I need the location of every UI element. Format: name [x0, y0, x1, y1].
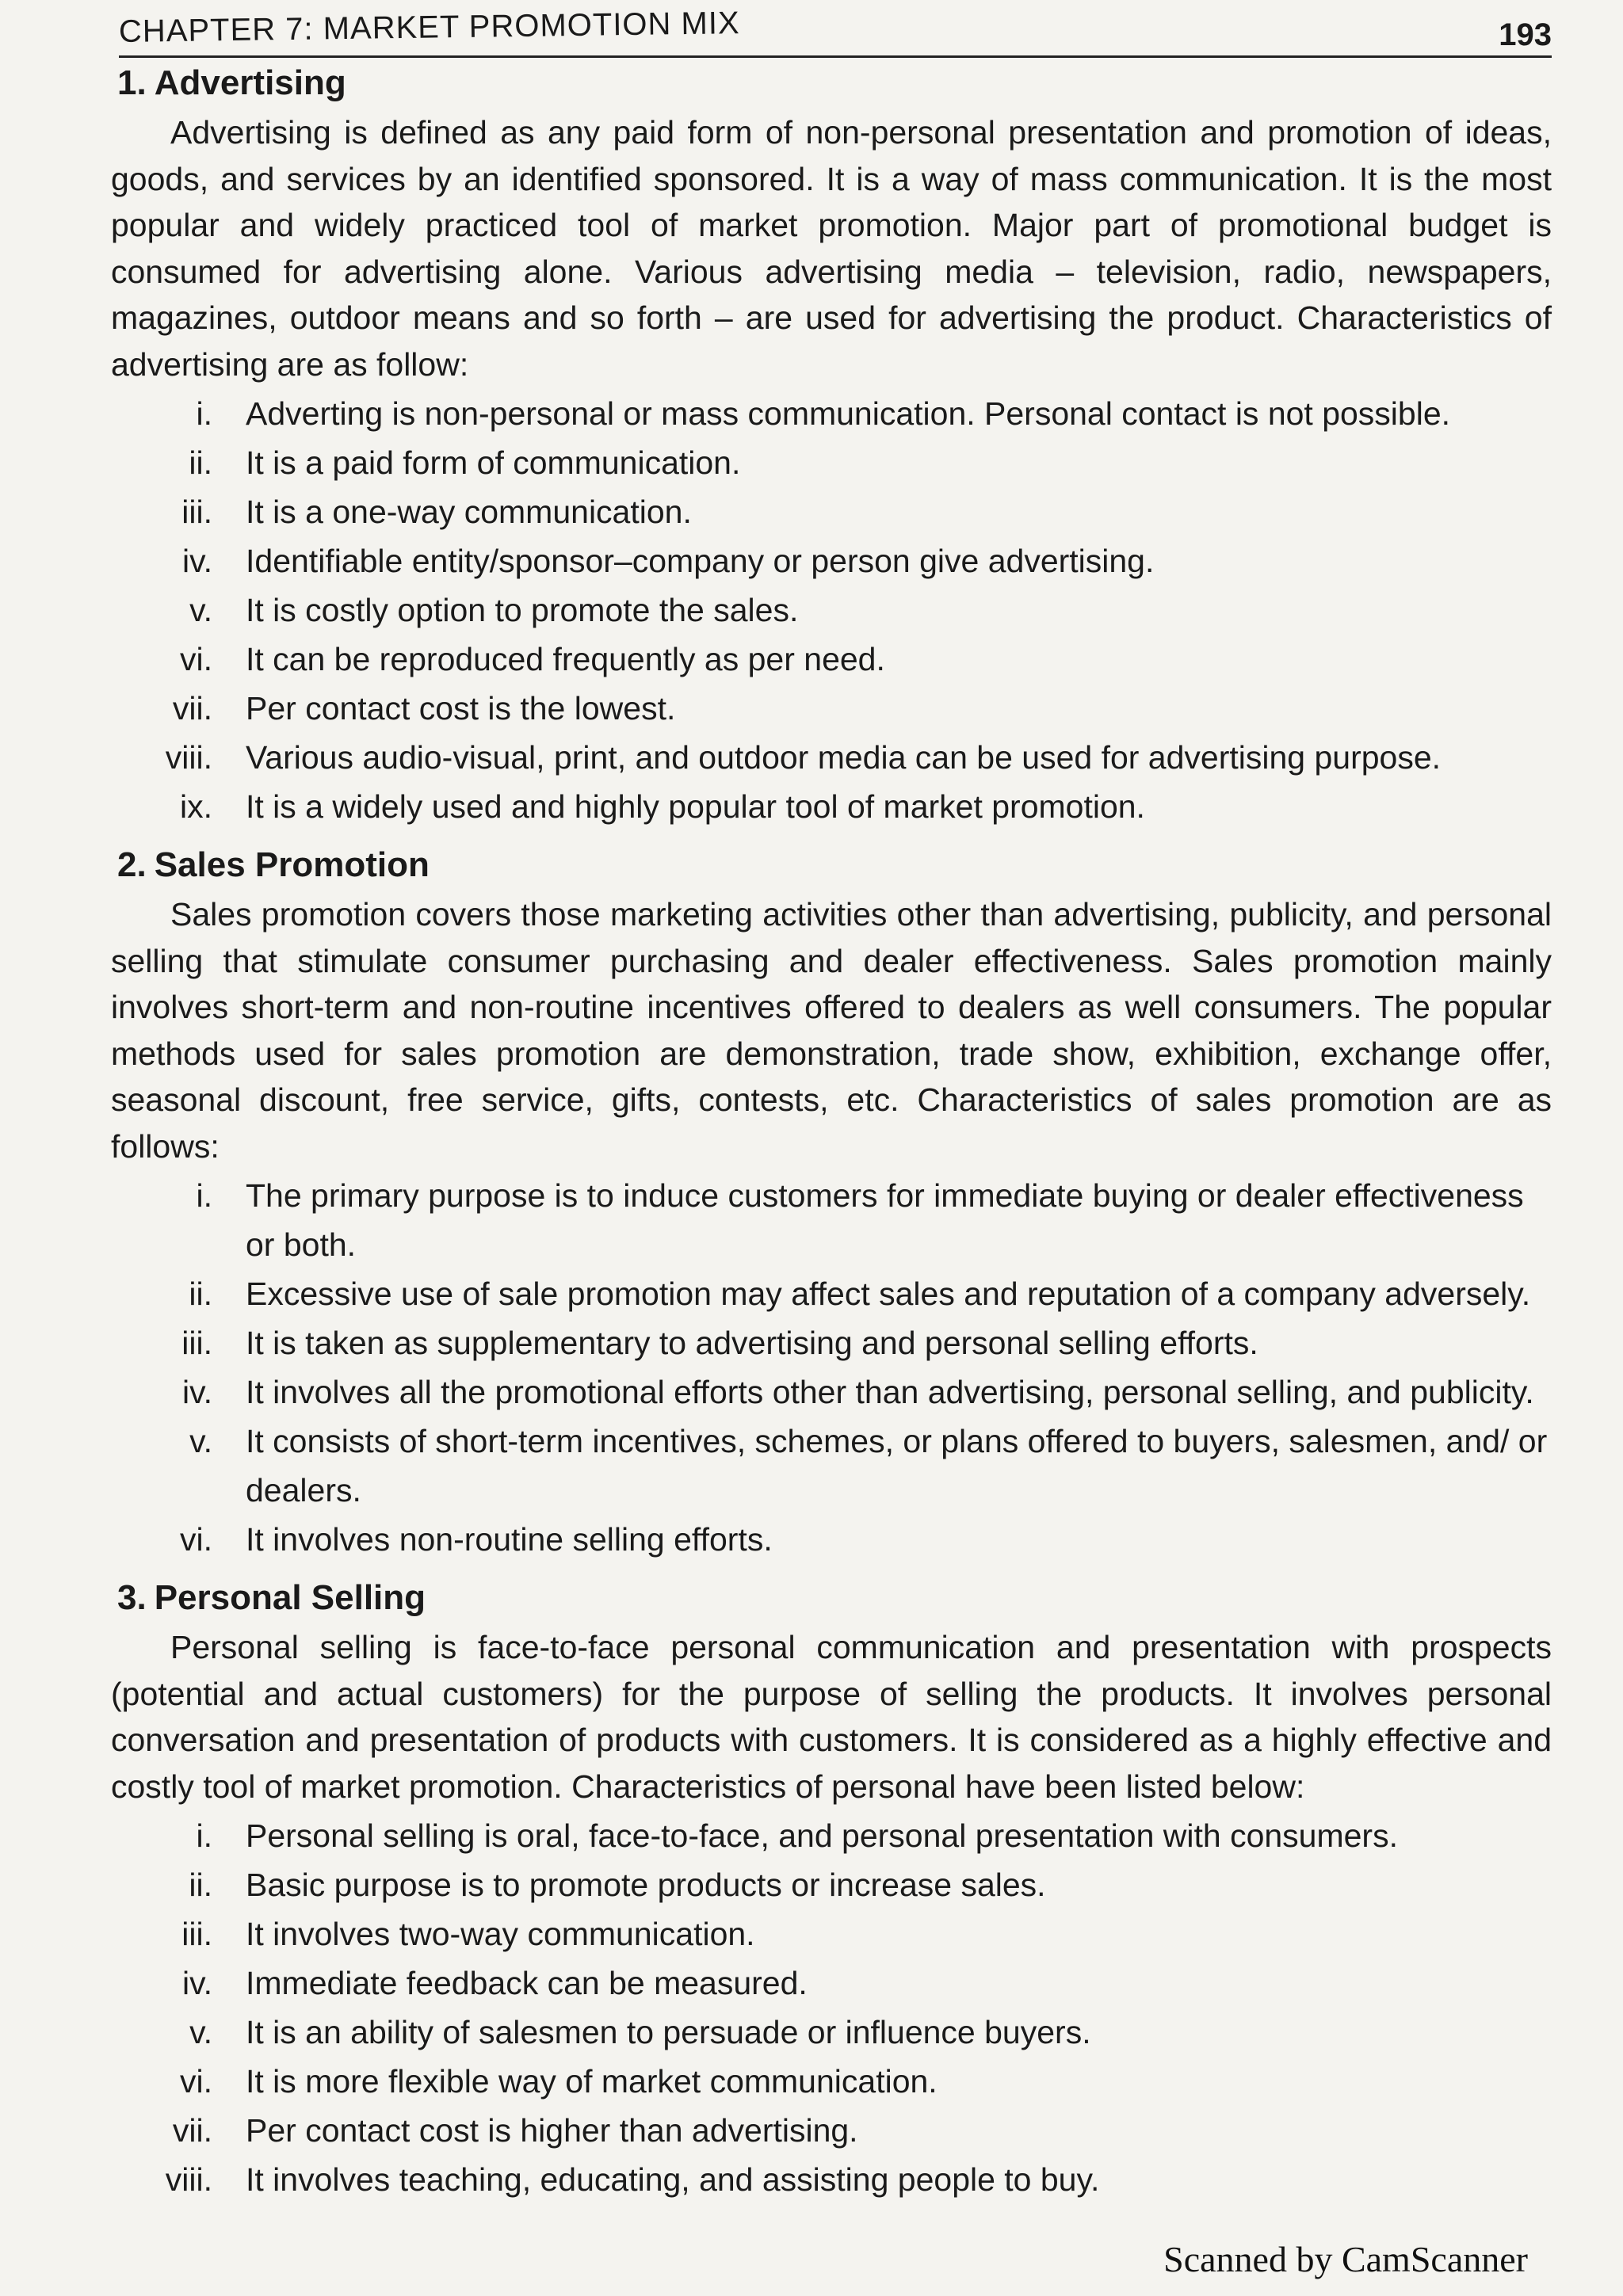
list-item-text: It is taken as supplementary to advertising and personal selling efforts.: [246, 1325, 1258, 1361]
list-item: [111, 536, 1552, 585]
section-title: Personal Selling: [154, 1578, 426, 1617]
section-number: 2.: [117, 845, 147, 884]
list-marker: vi.: [180, 1521, 212, 1558]
list-item: [111, 1367, 1552, 1417]
list-item: [111, 1318, 1552, 1367]
list-item-text: Excessive use of sale promotion may affect sales and reputation of a company adversely.: [246, 1276, 1531, 1312]
list-item-text: Identifiable entity/sponsor–company or person give advertising.: [246, 543, 1155, 579]
section-paragraph: Sales promotion covers those marketing activities other than advertising, publicity, and personal selling that stimulate consumer purchasing and dealer effectiveness. Sales promotion mainly involves short-term and non-routine incentives offered to dealers as well consumers. The popular methods used for sales promotion are demonstration, trade show, exhibition, exchange offer, seasonal discount, free service, gifts, contests, etc. Characteristics of sales promotion are as follows:: [111, 896, 1552, 1165]
list-item-text: Personal selling is oral, face-to-face, and personal presentation with consumers.: [246, 1817, 1398, 1854]
list-item-text: It involves non-routine selling efforts.: [246, 1521, 773, 1558]
list-item-text: Per contact cost is the lowest.: [246, 690, 676, 727]
list-marker: v.: [189, 592, 212, 628]
chapter-title: CHAPTER 7: MARKET PROMOTION MIX: [118, 6, 740, 49]
characteristics-list: [111, 1811, 1552, 2204]
list-item-text: Immediate feedback can be measured.: [246, 1965, 808, 2001]
list-marker: iv.: [182, 1965, 212, 2001]
list-item-text: It involves two-way communication.: [246, 1916, 755, 1952]
list-item: [111, 2155, 1552, 2204]
list-item: [111, 389, 1552, 438]
page-number: 193: [1499, 17, 1552, 52]
list-item: [111, 684, 1552, 733]
list-marker: v.: [189, 2014, 212, 2050]
list-item: [111, 487, 1552, 536]
list-item: [111, 1958, 1552, 2008]
list-item: [111, 733, 1552, 782]
list-marker: vii.: [172, 2112, 212, 2149]
characteristics-list: [111, 389, 1552, 831]
section-personal-selling: [111, 1578, 1552, 2204]
list-item-text: It involves teaching, educating, and assisting people to buy.: [246, 2161, 1100, 2198]
section-sales-promotion: [111, 845, 1552, 1564]
characteristics-list: [111, 1171, 1552, 1564]
list-marker: ii.: [189, 1276, 212, 1312]
list-marker: i.: [196, 1177, 212, 1214]
section-title: Sales Promotion: [154, 845, 430, 884]
list-item-text: Per contact cost is higher than advertising.: [246, 2112, 858, 2149]
list-item: [111, 2057, 1552, 2106]
section-paragraph: Advertising is defined as any paid form of non-personal presentation and promotion of ideas, goods, and services by an identified sponsored. It is a way of mass communication. It is the most popular and widely practiced tool of market promotion. Major part of promotional budget is consumed for advertising alone. Various advertising media – television, radio, newspapers, magazines, outdoor means and so forth – are used for advertising the product. Characteristics of advertising are as follow:: [111, 114, 1552, 383]
running-header: [119, 6, 1552, 58]
list-item-text: It is a one-way communication.: [246, 494, 692, 530]
list-item: [111, 2008, 1552, 2057]
list-marker: v.: [189, 1423, 212, 1459]
list-item-text: The primary purpose is to induce customers for immediate buying or dealer effectiveness or both.: [246, 1177, 1524, 1263]
list-item: [111, 635, 1552, 684]
list-item: [111, 2106, 1552, 2155]
list-item-text: It is more flexible way of market communication.: [246, 2063, 938, 2100]
list-item-text: It is a widely used and highly popular tool of market promotion.: [246, 788, 1145, 825]
list-marker: ix.: [180, 788, 212, 825]
list-marker: ii.: [189, 444, 212, 481]
list-item-text: Adverting is non-personal or mass communication. Personal contact is not possible.: [246, 395, 1451, 432]
section-heading: [117, 1578, 1552, 1618]
list-marker: iii.: [181, 1325, 212, 1361]
list-marker: viii.: [165, 739, 212, 776]
section-heading: [117, 63, 1552, 103]
list-item-text: It involves all the promotional efforts other than advertising, personal selling, and publicity.: [246, 1374, 1534, 1410]
list-marker: iii.: [181, 494, 212, 530]
list-marker: iv.: [182, 1374, 212, 1410]
list-item-text: Basic purpose is to promote products or increase sales.: [246, 1867, 1046, 1903]
list-item-text: It can be reproduced frequently as per need.: [246, 641, 885, 677]
list-item-text: It is costly option to promote the sales.: [246, 592, 799, 628]
list-item: [111, 1909, 1552, 1958]
list-item: [111, 1860, 1552, 1909]
list-item: [111, 782, 1552, 831]
list-marker: vi.: [180, 641, 212, 677]
list-item-text: It is a paid form of communication.: [246, 444, 741, 481]
scanner-watermark: Scanned by CamScanner: [1163, 2239, 1528, 2279]
list-marker: vii.: [172, 690, 212, 727]
section-number: 1.: [117, 63, 147, 102]
list-marker: iv.: [182, 543, 212, 579]
section-advertising: [111, 63, 1552, 831]
list-marker: i.: [196, 395, 212, 432]
list-marker: i.: [196, 1817, 212, 1854]
section-paragraph: Personal selling is face-to-face personal communication and presentation with prospects (potential and actual customers) for the purpose of selling the products. It involves personal conversation and presentation of products with customers. It is considered as a highly effective and costly tool of market promotion. Characteristics of personal have been listed below:: [111, 1629, 1552, 1805]
section-number: 3.: [117, 1578, 147, 1617]
section-heading: [117, 845, 1552, 885]
list-item-text: It is an ability of salesmen to persuade or influence buyers.: [246, 2014, 1091, 2050]
list-item: [111, 1417, 1552, 1515]
list-item: [111, 1269, 1552, 1318]
list-marker: vi.: [180, 2063, 212, 2100]
list-marker: viii.: [165, 2161, 212, 2198]
list-item: [111, 585, 1552, 635]
list-item: [111, 1811, 1552, 1860]
list-item: [111, 438, 1552, 487]
section-title: Advertising: [154, 63, 346, 102]
list-marker: iii.: [181, 1916, 212, 1952]
list-item-text: Various audio-visual, print, and outdoor media can be used for advertising purpose.: [246, 739, 1442, 776]
page-content: [111, 63, 1552, 2218]
list-item-text: It consists of short-term incentives, schemes, or plans offered to buyers, salesmen, and/ or dealers.: [246, 1423, 1548, 1508]
list-marker: ii.: [189, 1867, 212, 1903]
list-item: [111, 1515, 1552, 1564]
list-item: [111, 1171, 1552, 1269]
